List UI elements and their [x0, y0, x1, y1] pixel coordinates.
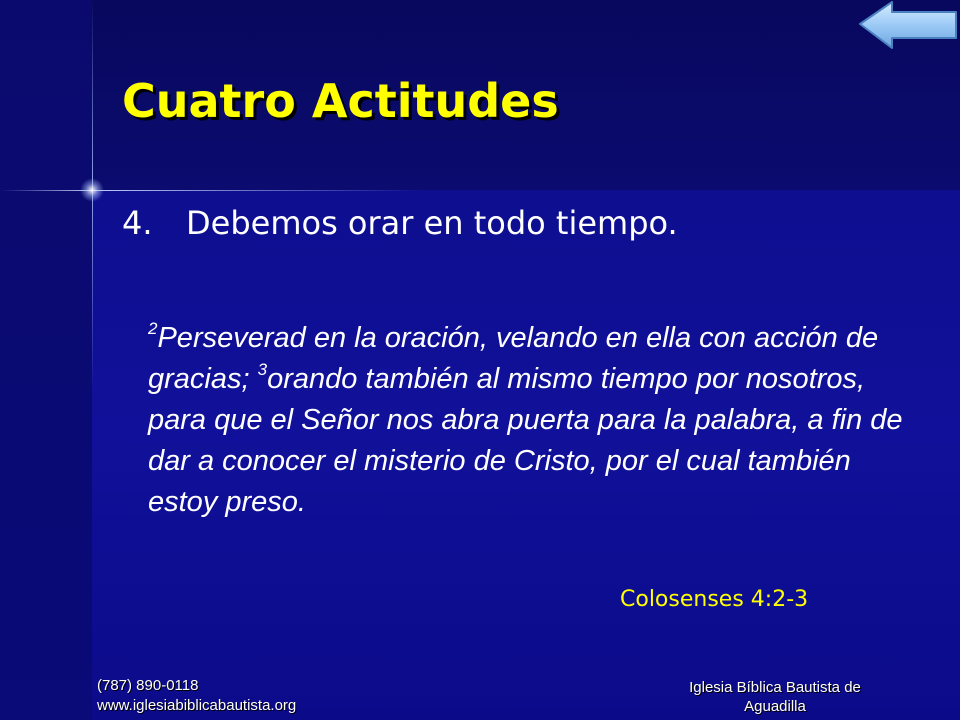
church-name-line-1: Iglesia Bíblica Bautista de: [689, 679, 861, 696]
left-decorative-strip: [0, 0, 92, 720]
phone-number: (787) 890-0118: [97, 677, 199, 694]
horizontal-light-line: [0, 190, 420, 191]
verse-text-3: orando también al mismo tiempo por nosotros, para que el Señor nos abra puerta para la palabra, a fin de dar a conocer el misterio de Cristo, por el cual también estoy preso.: [148, 363, 903, 518]
verse-reference: Colosenses 4:2-3: [620, 587, 809, 612]
slide-title: Cuatro Actitudes: [122, 74, 559, 128]
left-arrow-icon: [856, 0, 960, 52]
bible-verse: [148, 318, 908, 523]
verse-text-2: Perseverad en la oración, velando en ella con acción de gracias;: [148, 322, 879, 395]
back-button[interactable]: [856, 0, 960, 52]
point-text: Debemos orar en todo tiempo.: [186, 204, 678, 242]
verse-number-2: 2: [148, 319, 158, 338]
church-name-line-2: Aguadilla: [744, 698, 806, 715]
point-number: 4.: [122, 204, 153, 242]
verse-number-3: 3: [257, 360, 268, 379]
church-name: [640, 678, 910, 716]
sparkle-icon: [80, 178, 104, 202]
point-item: [122, 204, 678, 242]
website-link[interactable]: www.iglesiabiblicabautista.org: [97, 697, 297, 714]
contact-info: [97, 676, 296, 716]
